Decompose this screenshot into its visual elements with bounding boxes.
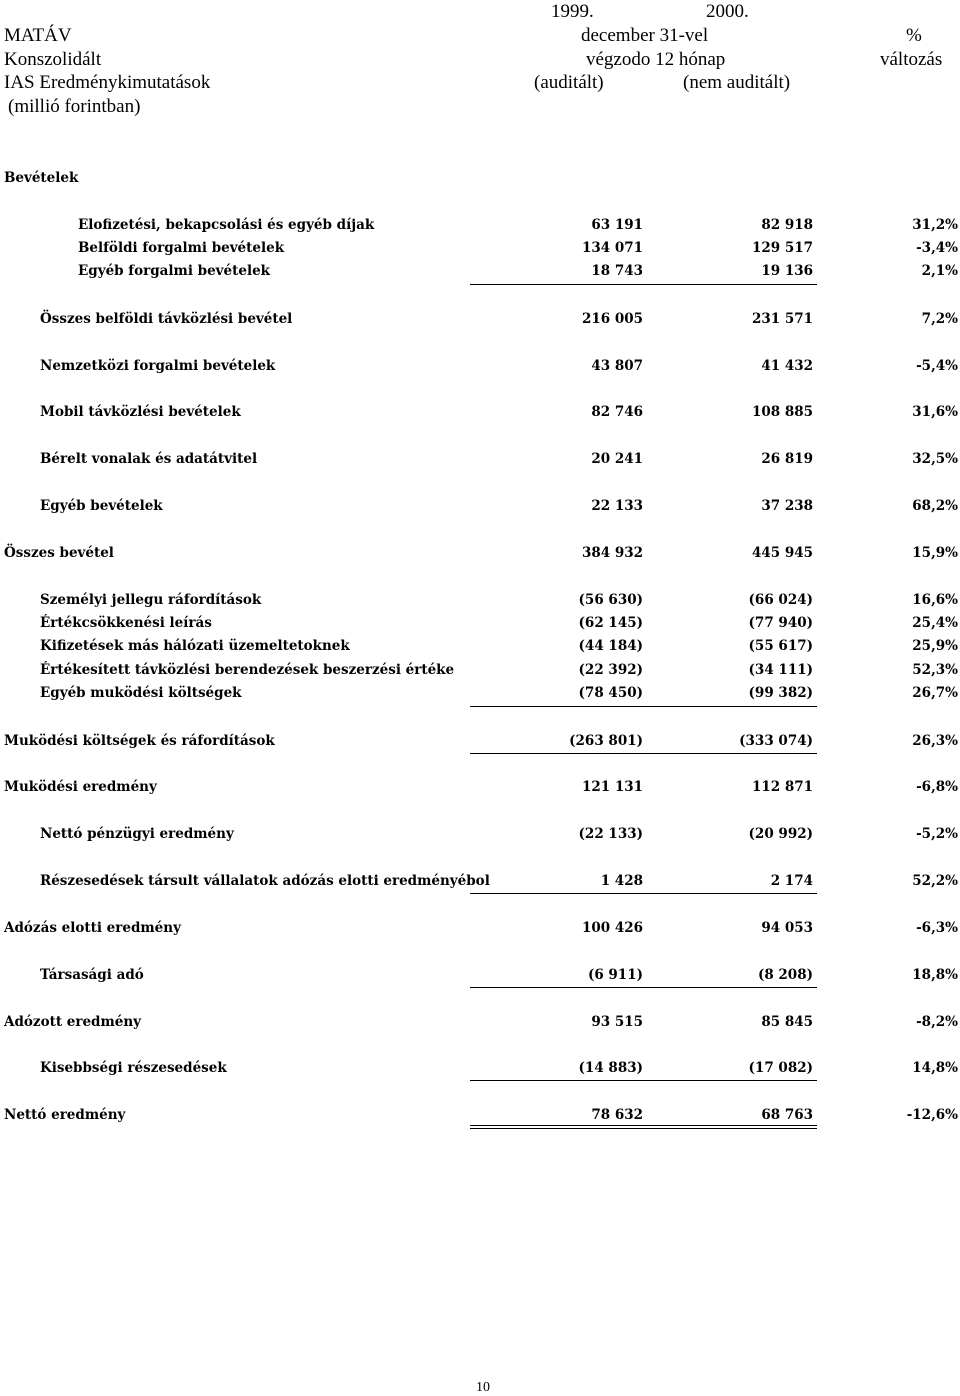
value-2000: 26 819 [761, 451, 813, 467]
value-2000: 108 885 [751, 404, 813, 420]
table-row [0, 966, 960, 984]
percent-label: % [906, 25, 922, 46]
value-2000: 445 945 [751, 545, 813, 561]
row-label: Személyi jellegu ráfordítások [40, 592, 262, 608]
table-row [0, 684, 960, 702]
value-2000: 19 136 [761, 263, 813, 279]
row-label: Részesedések társult vállalatok adózás elotti eredményébol [40, 873, 490, 889]
row-label: Egyéb muködési költségek [40, 685, 242, 701]
value-change: 14,8% [912, 1060, 958, 1076]
table-row [0, 732, 960, 750]
value-2000: (8 208) [757, 967, 813, 983]
value-change: 25,9% [912, 638, 958, 654]
table-row [0, 450, 960, 468]
table-row [0, 497, 960, 515]
value-1999: (44 184) [578, 638, 643, 654]
value-1999: 384 932 [581, 545, 643, 561]
value-1999: 121 131 [581, 779, 643, 795]
change-label: változás [880, 49, 943, 70]
value-change: -6,8% [916, 779, 958, 795]
row-label: Kisebbségi részesedések [40, 1060, 227, 1076]
value-change: -5,4% [916, 358, 958, 374]
value-2000: (17 082) [748, 1060, 813, 1076]
table-row [0, 919, 960, 937]
section-revenue-row [0, 169, 960, 187]
value-change: 15,9% [912, 545, 958, 561]
subtotal-rule [470, 1080, 817, 1081]
subtotal-rule [470, 753, 817, 754]
row-label: Muködési költségek és ráfordítások [4, 733, 275, 749]
value-1999: 216 005 [581, 311, 643, 327]
value-change: -3,4% [916, 240, 958, 256]
table-row [0, 591, 960, 609]
value-1999: 20 241 [591, 451, 643, 467]
value-1999: (263 801) [569, 733, 643, 749]
total-double-rule [470, 1125, 817, 1129]
value-2000: 41 432 [761, 358, 813, 374]
value-1999: 100 426 [581, 920, 643, 936]
row-label: Összes bevétel [4, 545, 114, 561]
value-change: 25,4% [912, 615, 958, 631]
value-1999: 134 071 [581, 240, 643, 256]
table-row [0, 403, 960, 421]
subtotal-rule [470, 987, 817, 988]
value-2000: (20 992) [748, 826, 813, 842]
subtotal-rule [470, 284, 817, 285]
row-label: Muködési eredmény [4, 779, 157, 795]
value-change: -5,2% [916, 826, 958, 842]
page-number: 10 [476, 1380, 490, 1395]
row-label: Nettó pénzügyi eredmény [40, 826, 234, 842]
table-row [0, 872, 960, 890]
year-2000-heading: 2000. [706, 1, 749, 22]
value-2000: (333 074) [739, 733, 813, 749]
units-label: (millió forintban) [8, 96, 141, 117]
table-row [0, 1059, 960, 1077]
table-row [0, 825, 960, 843]
value-1999: (56 630) [578, 592, 643, 608]
row-label: Kifizetések más hálózati üzemeltetoknek [40, 638, 350, 654]
period-line-1: december 31-vel [581, 25, 709, 46]
value-2000: 112 871 [751, 779, 813, 795]
value-1999: 1 428 [600, 873, 643, 889]
value-1999: (22 133) [578, 826, 643, 842]
value-2000: 2 174 [770, 873, 813, 889]
subtotal-rule [470, 706, 817, 707]
value-1999: (22 392) [578, 662, 643, 678]
company-name: MATÁV [4, 25, 72, 46]
value-2000: 231 571 [751, 311, 813, 327]
table-row [0, 1106, 960, 1124]
value-change: 52,2% [912, 873, 958, 889]
value-change: 31,6% [912, 404, 958, 420]
value-1999: 22 133 [591, 498, 643, 514]
value-change: -12,6% [906, 1107, 958, 1123]
row-label: Nettó eredmény [4, 1107, 126, 1123]
table-row [0, 262, 960, 280]
unaudited-label: (nem auditált) [683, 72, 791, 93]
subtotal-rule [470, 893, 817, 894]
table-row [0, 310, 960, 328]
value-2000: (66 024) [748, 592, 813, 608]
row-label: Nemzetközi forgalmi bevételek [40, 358, 276, 374]
row-label: Bérelt vonalak és adatátvitel [40, 451, 258, 467]
report-title: IAS Eredménykimutatások [4, 72, 211, 93]
value-change: 7,2% [921, 311, 958, 327]
value-1999: 43 807 [591, 358, 643, 374]
value-1999: 78 632 [591, 1107, 643, 1123]
value-1999: 18 743 [591, 263, 643, 279]
value-2000: (99 382) [748, 685, 813, 701]
row-label: Egyéb bevételek [40, 498, 163, 514]
row-label: Értékcsökkenési leírás [40, 615, 212, 631]
value-2000: 85 845 [761, 1014, 813, 1030]
value-change: -8,2% [916, 1014, 958, 1030]
table-row [0, 661, 960, 679]
value-1999: 63 191 [591, 217, 643, 233]
table-row [0, 216, 960, 234]
period-line-2: végzodo 12 hónap [586, 49, 726, 70]
value-2000: (77 940) [748, 615, 813, 631]
row-label: Társasági adó [40, 967, 144, 983]
row-label: Értékesített távközlési berendezések beszerzési értéke [40, 662, 455, 678]
value-change: 32,5% [912, 451, 958, 467]
table-row [0, 239, 960, 257]
value-2000: 82 918 [761, 217, 813, 233]
value-change: 26,7% [912, 685, 958, 701]
value-1999: (14 883) [578, 1060, 643, 1076]
row-label: Elofizetési, bekapcsolási és egyéb díjak [78, 217, 375, 233]
value-change: 26,3% [912, 733, 958, 749]
value-change: 31,2% [912, 217, 958, 233]
row-label: Mobil távközlési bevételek [40, 404, 241, 420]
section-revenue-label: Bevételek [4, 170, 79, 186]
table-row [0, 544, 960, 562]
row-label: Összes belföldi távközlési bevétel [40, 311, 293, 327]
value-2000: (34 111) [748, 662, 813, 678]
value-1999: 82 746 [591, 404, 643, 420]
value-change: 16,6% [912, 592, 958, 608]
value-1999: 93 515 [591, 1014, 643, 1030]
table-row [0, 637, 960, 655]
value-change: 52,3% [912, 662, 958, 678]
value-2000: 37 238 [761, 498, 813, 514]
value-1999: (78 450) [578, 685, 643, 701]
row-label: Adózás elotti eredmény [4, 920, 181, 936]
consolidated-label: Konszolidált [4, 49, 102, 70]
audited-label: (auditált) [534, 72, 604, 93]
table-row [0, 357, 960, 375]
value-change: -6,3% [916, 920, 958, 936]
table-row [0, 614, 960, 632]
year-1999-heading: 1999. [551, 1, 594, 22]
value-change: 2,1% [921, 263, 958, 279]
value-1999: (62 145) [578, 615, 643, 631]
table-row [0, 778, 960, 796]
table-row [0, 1013, 960, 1031]
row-label: Adózott eredmény [4, 1014, 142, 1030]
value-change: 18,8% [912, 967, 958, 983]
row-label: Belföldi forgalmi bevételek [78, 240, 285, 256]
row-label: Egyéb forgalmi bevételek [78, 263, 271, 279]
value-2000: 68 763 [761, 1107, 813, 1123]
value-2000: (55 617) [748, 638, 813, 654]
value-1999: (6 911) [587, 967, 643, 983]
value-2000: 94 053 [761, 920, 813, 936]
value-change: 68,2% [912, 498, 958, 514]
value-2000: 129 517 [751, 240, 813, 256]
